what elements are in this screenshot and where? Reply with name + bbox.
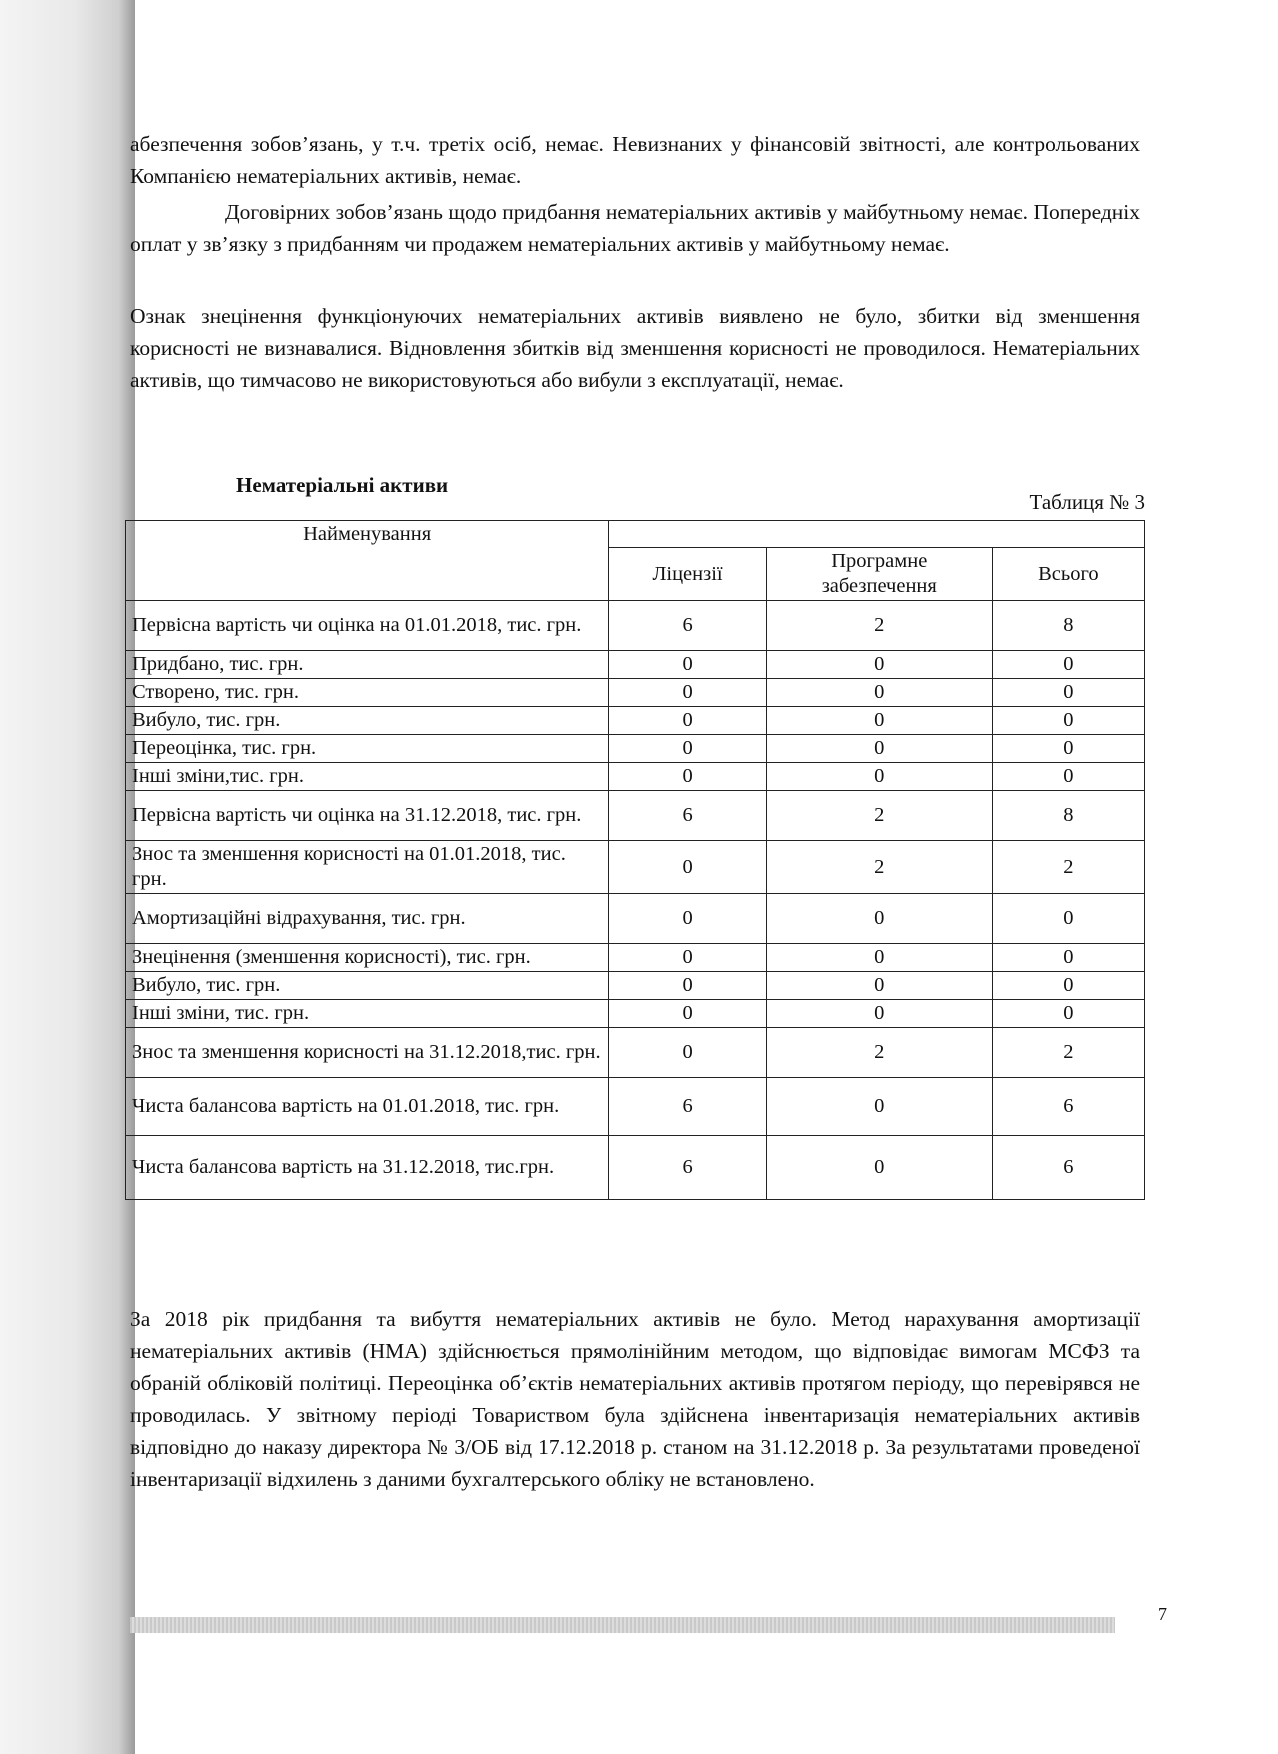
paragraph-impairment: Ознак знецінення функціонуючих нематеріальних активів виявлено не було, збитки від зменшення корисності не визнавалися. Відновлення збитків від зменшення корисності не проводилося. Нематеріальних активів, що тимчасово не використовуються або вибули з експлуатації, немає. [130,304,1140,392]
header-name: Найменування [126,521,609,601]
cell-software: 0 [766,651,992,679]
table-row [126,894,1145,944]
cell-total: 0 [992,1000,1144,1028]
cell-licenses: 6 [609,1136,767,1200]
header-software: Програмне забезпечення [766,548,992,601]
cell-licenses: 0 [609,841,767,894]
header-licenses: Ліцензії [609,548,767,601]
row-label: Знос та зменшення корисності на 31.12.2018,тис. грн. [126,1028,609,1078]
table-row [126,972,1145,1000]
cell-total: 0 [992,707,1144,735]
row-label: Первісна вартість чи оцінка на 01.01.2018, тис. грн. [126,601,609,651]
table-row [126,763,1145,791]
cell-software: 0 [766,894,992,944]
intangible-assets-table [125,520,1145,1200]
footer-bar [130,1617,1115,1633]
cell-total: 0 [992,972,1144,1000]
cell-software: 0 [766,972,992,1000]
cell-software: 0 [766,944,992,972]
cell-software: 2 [766,841,992,894]
cell-licenses: 0 [609,707,767,735]
cell-licenses: 6 [609,791,767,841]
cell-total: 0 [992,679,1144,707]
cell-licenses: 0 [609,944,767,972]
cell-licenses: 0 [609,972,767,1000]
cell-total: 2 [992,841,1144,894]
row-label: Вибуло, тис. грн. [126,972,609,1000]
cell-licenses: 0 [609,679,767,707]
paragraph-amortization-method: За 2018 рік придбання та вибуття нематеріальних активів не було. Метод нарахування амортизації нематеріальних активів (НМА) здійснюється прямолінійним методом, що відповідає вимогам МСФЗ та обраній обліковій політиці. Переоцінка об’єктів нематеріальних активів протягом періоду, що перевірявся не проводилась. У звітному періоді Товариством була здійснена інвентаризація нематеріальних активів відповідно до наказу директора № 3/ОБ від 17.12.2018 р. станом на 31.12.2018 р. За результатами проведеної інвентаризації відхилень з даними бухгалтерського обліку не встановлено. [130,1307,1140,1491]
table-row [126,791,1145,841]
row-label: Інші зміни,тис. грн. [126,763,609,791]
cell-total: 6 [992,1078,1144,1136]
cell-software: 2 [766,601,992,651]
cell-licenses: 0 [609,651,767,679]
cell-software: 0 [766,763,992,791]
row-label: Створено, тис. грн. [126,679,609,707]
cell-software: 0 [766,1000,992,1028]
row-label: Інші зміни, тис. грн. [126,1000,609,1028]
row-label: Вибуло, тис. грн. [126,707,609,735]
cell-total: 0 [992,894,1144,944]
cell-licenses: 0 [609,1028,767,1078]
row-label: Амортизаційні відрахування, тис. грн. [126,894,609,944]
cell-licenses: 0 [609,1000,767,1028]
table-number: Таблиця № 3 [1029,490,1145,514]
cell-total: 8 [992,791,1144,841]
cell-total: 6 [992,1136,1144,1200]
cell-licenses: 0 [609,735,767,763]
cell-total: 0 [992,735,1144,763]
table-row [126,601,1145,651]
table-row [126,651,1145,679]
paragraph-contractual-obligations: Договірних зобов’язань щодо придбання нематеріальних активів у майбутньому немає. Попередніх оплат у зв’язку з придбанням чи продажем нематеріальних активів у майбутньому немає. [130,200,1140,256]
cell-total: 0 [992,763,1144,791]
header-total: Всього [992,548,1144,601]
table-row [126,707,1145,735]
table-row [126,1078,1145,1136]
cell-total: 0 [992,651,1144,679]
table-row [126,944,1145,972]
row-label: Придбано, тис. грн. [126,651,609,679]
cell-software: 0 [766,1078,992,1136]
table-row [126,735,1145,763]
cell-software: 0 [766,707,992,735]
cell-software: 2 [766,791,992,841]
table-row [126,679,1145,707]
table-body [126,601,1145,1200]
cell-licenses: 6 [609,601,767,651]
table-row [126,1000,1145,1028]
table-row [126,1028,1145,1078]
row-label: Знос та зменшення корисності на 01.01.2018, тис. грн. [126,841,609,894]
row-label: Знецінення (зменшення корисності), тис. грн. [126,944,609,972]
cell-total: 8 [992,601,1144,651]
cell-software: 0 [766,679,992,707]
page-number: 7 [1158,1604,1167,1624]
table-row [126,841,1145,894]
cell-licenses: 0 [609,763,767,791]
cell-software: 0 [766,735,992,763]
scan-binding-shadow [0,0,135,1754]
table-row [126,1136,1145,1200]
cell-licenses: 0 [609,894,767,944]
header-group-blank [609,521,1145,548]
row-label: Чиста балансова вартість на 31.12.2018, тис.грн. [126,1136,609,1200]
row-label: Чиста балансова вартість на 01.01.2018, тис. грн. [126,1078,609,1136]
cell-total: 2 [992,1028,1144,1078]
cell-software: 0 [766,1136,992,1200]
document-page [130,0,1167,1754]
table-title: Нематеріальні активи [236,473,449,497]
cell-total: 0 [992,944,1144,972]
paragraph-intangible-assets-control: абезпечення зобов’язань, у т.ч. третіх осіб, немає. Невизнаних у фінансовій звітності, але контрольованих Компанією нематеріальних активів, немає. [130,132,1140,188]
row-label: Первісна вартість чи оцінка на 31.12.2018, тис. грн. [126,791,609,841]
row-label: Переоцінка, тис. грн. [126,735,609,763]
cell-software: 2 [766,1028,992,1078]
cell-licenses: 6 [609,1078,767,1136]
